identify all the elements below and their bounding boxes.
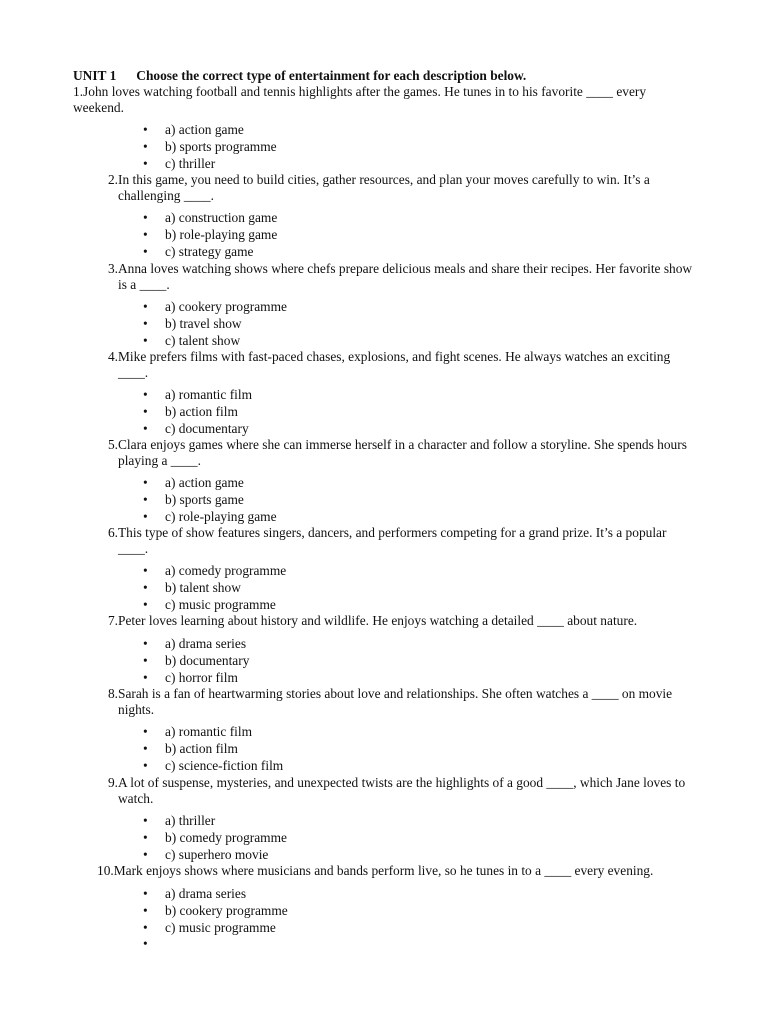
bullet-icon: • [143, 919, 148, 935]
bullet-icon: • [143, 420, 148, 436]
question-number: 1. [73, 84, 84, 99]
question-number: 7. [107, 613, 118, 628]
bullet-icon: • [143, 332, 148, 348]
option-text: c) thriller [165, 155, 216, 171]
option-text: b) sports programme [165, 138, 277, 154]
option-text: a) construction game [165, 210, 278, 225]
option-text: a) action game [165, 122, 244, 137]
option [143, 636, 249, 653]
question-text: Anna loves watching shows where chefs prepare delicious meals and share their recipes. Her favorite show is a ____. [118, 261, 693, 292]
option [143, 724, 283, 741]
options-list-9 [143, 813, 287, 863]
bullet-icon: • [143, 886, 148, 901]
option [143, 122, 277, 139]
bullet-icon: • [143, 315, 148, 331]
option [143, 156, 277, 173]
unit-label: UNIT 1 [73, 68, 117, 83]
question-text: This type of show features singers, dancers, and performers competing for a grand prize. It’s a popular ____. [118, 525, 667, 556]
options-list-6 [143, 563, 286, 613]
bullet-icon: • [143, 210, 148, 225]
option-text: b) comedy programme [165, 829, 287, 845]
bullet-icon: • [143, 138, 148, 154]
bullet-icon: • [143, 243, 148, 259]
options-list-3 [143, 299, 287, 349]
option-text: a) thriller [165, 813, 216, 828]
question-text: Peter loves learning about history and wildlife. He enjoys watching a detailed ____ about nature. [118, 613, 638, 628]
option [143, 920, 288, 937]
option [143, 847, 287, 864]
question-number: 2. [107, 172, 118, 187]
question-text: John loves watching football and tennis highlights after the games. He tunes in to his favorite ____ every weekend. [73, 84, 647, 115]
option [143, 333, 287, 350]
option-text: a) romantic film [165, 387, 253, 402]
question-1 [73, 84, 695, 115]
bullet-icon: • [143, 226, 148, 242]
bullet-icon: • [143, 122, 148, 137]
option [143, 492, 277, 509]
option-text: b) talent show [165, 579, 241, 595]
question-text: Mark enjoys shows where musicians and bands perform live, so he tunes in to a ____ every evening. [113, 863, 654, 878]
option-text: b) action film [165, 740, 238, 756]
option [143, 903, 288, 920]
question-5 [97, 437, 697, 468]
bullet-icon: • [143, 491, 148, 507]
option [143, 210, 277, 227]
bullet-icon: • [143, 652, 148, 668]
option-text: b) sports game [165, 491, 244, 507]
option [143, 741, 283, 758]
bullet-icon: • [143, 829, 148, 845]
bullet-icon: • [143, 813, 148, 828]
bullet-icon: • [143, 902, 148, 918]
question-number: 3. [107, 261, 118, 276]
option-text: b) cookery programme [165, 902, 288, 918]
option [143, 421, 252, 438]
bullet-icon: • [143, 757, 148, 773]
option [143, 597, 286, 614]
option-text: b) documentary [165, 652, 250, 668]
option-text: a) romantic film [165, 724, 253, 739]
options-list-5 [143, 475, 277, 525]
bullet-icon: • [143, 596, 148, 612]
bullet-icon: • [143, 724, 148, 739]
bullet-icon: • [143, 508, 148, 524]
option [143, 670, 249, 687]
option-text: c) superhero movie [165, 846, 269, 862]
option [143, 580, 286, 597]
question-number: 9. [107, 775, 118, 790]
option-text: a) drama series [165, 636, 247, 651]
option-text: c) documentary [165, 420, 249, 436]
bullet-icon: • [143, 846, 148, 862]
question-6 [97, 525, 697, 556]
question-number: 5. [107, 437, 118, 452]
options-list-2 [143, 210, 277, 260]
option [143, 244, 277, 261]
option [143, 653, 249, 670]
question-3 [97, 261, 697, 292]
option [143, 758, 283, 775]
question-7 [97, 613, 697, 629]
option-text: b) action film [165, 403, 238, 419]
bullet-icon: • [143, 579, 148, 595]
option-text: a) cookery programme [165, 299, 287, 314]
bullet-icon: • [143, 740, 148, 756]
question-10 [97, 863, 697, 879]
question-8 [97, 686, 697, 717]
unit-instruction: Choose the correct type of entertainment for each description below. [136, 68, 527, 83]
option [143, 813, 287, 830]
option [143, 404, 252, 421]
option-text: c) talent show [165, 332, 241, 348]
option [143, 227, 277, 244]
option [143, 936, 288, 953]
question-text: Clara enjoys games where she can immerse herself in a character and follow a storyline. She spends hours playing a ____. [118, 437, 687, 468]
bullet-icon: • [143, 155, 148, 171]
option [143, 299, 287, 316]
option [143, 387, 252, 404]
options-list-1 [143, 122, 277, 172]
question-number: 6. [107, 525, 118, 540]
bullet-icon: • [143, 475, 148, 490]
question-text: In this game, you need to build cities, gather resources, and plan your moves carefully to win. It’s a challenging ____. [118, 172, 650, 203]
option [143, 475, 277, 492]
question-text: A lot of suspense, mysteries, and unexpected twists are the highlights of a good ____, which Jane loves to watch. [118, 775, 686, 806]
option-text: b) travel show [165, 315, 242, 331]
option-text: c) science-fiction film [165, 757, 284, 773]
option-text: c) role-playing game [165, 508, 277, 524]
option [143, 563, 286, 580]
option [143, 509, 277, 526]
question-9 [97, 775, 697, 806]
bullet-icon: • [143, 936, 148, 952]
option-text: c) music programme [165, 919, 276, 935]
option-text: c) music programme [165, 596, 276, 612]
option [143, 139, 277, 156]
option-text: c) horror film [165, 669, 238, 685]
options-list-4 [143, 387, 252, 437]
option-text: b) role-playing game [165, 226, 278, 242]
options-list-7 [143, 636, 249, 686]
option [143, 316, 287, 333]
option [143, 886, 288, 903]
bullet-icon: • [143, 387, 148, 402]
option-text: c) strategy game [165, 243, 254, 259]
bullet-icon: • [143, 563, 148, 578]
question-text: Mike prefers films with fast-paced chases, explosions, and fight scenes. He always watches an exciting ____. [118, 349, 671, 380]
question-number: 8. [107, 686, 118, 701]
bullet-icon: • [143, 403, 148, 419]
question-text: Sarah is a fan of heartwarming stories about love and relationships. She often watches a ____ on movie nights. [118, 686, 673, 717]
option-text: a) comedy programme [165, 563, 287, 578]
option-text: a) drama series [165, 886, 247, 901]
question-number: 10. [97, 863, 114, 878]
options-list-8 [143, 724, 283, 774]
option-text: a) action game [165, 475, 244, 490]
option [143, 830, 287, 847]
question-2 [97, 172, 697, 203]
question-number: 4. [107, 349, 118, 364]
options-list-10 [143, 886, 288, 953]
bullet-icon: • [143, 299, 148, 314]
bullet-icon: • [143, 636, 148, 651]
unit-heading [73, 68, 693, 84]
question-4 [97, 349, 697, 380]
bullet-icon: • [143, 669, 148, 685]
